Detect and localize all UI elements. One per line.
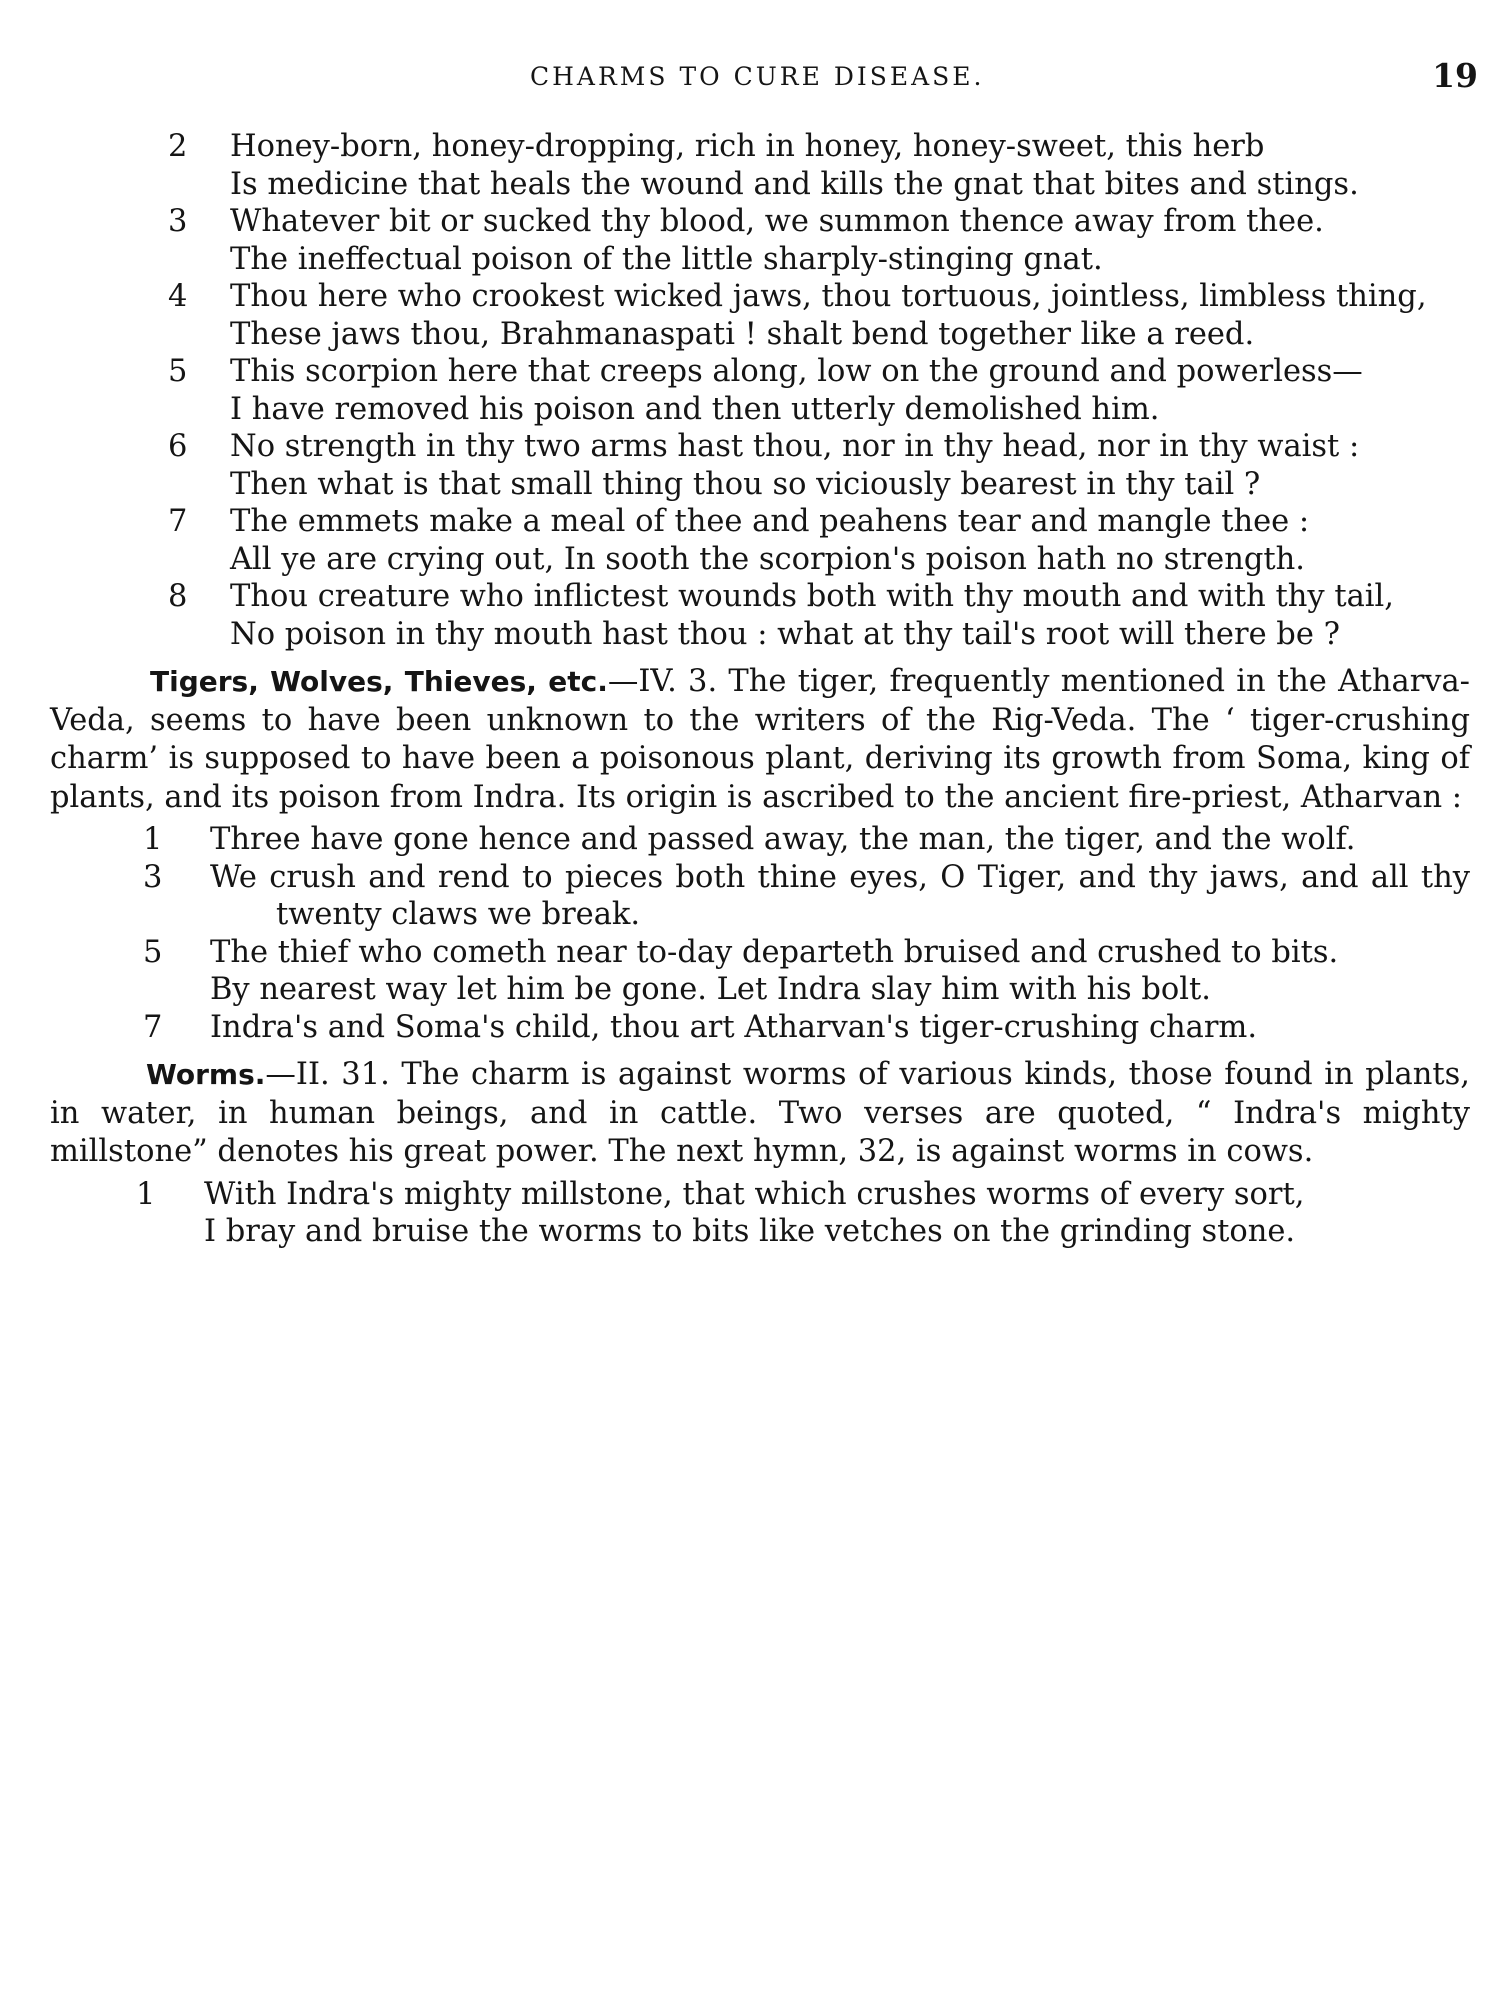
section-worms	[50, 1056, 1470, 1251]
worms-paragraph	[50, 1056, 1470, 1172]
verse	[50, 128, 1470, 203]
page-header	[0, 56, 1500, 96]
verse	[50, 821, 1470, 859]
worms-verses	[50, 1176, 1470, 1251]
verse	[50, 934, 1470, 1009]
verse-line: Thou here who crookest wicked jaws, thou tortuous, jointless, limbless thing,	[230, 279, 1427, 314]
verse-line: No strength in thy two arms hast thou, nor in thy head, nor in thy waist :	[230, 429, 1360, 464]
verse-line: We crush and rend to pieces both thine eyes, O Tiger, and thy jaws, and all thy twenty claws we break.	[210, 859, 1470, 932]
verse-number: 5	[168, 354, 188, 389]
verse-line: The ineffectual poison of the little sharply-stinging gnat.	[230, 241, 1103, 277]
verse-line: By nearest way let him be gone. Let Indra slay him with his bolt.	[210, 972, 1211, 1007]
verse-line: Then what is that small thing thou so viciously bearest in thy tail ?	[230, 466, 1261, 502]
verse-number: 2	[168, 129, 188, 164]
verse	[50, 503, 1470, 578]
tigers-heading: Tigers, Wolves, Thieves, etc.	[150, 665, 608, 698]
tigers-verses	[50, 821, 1470, 1046]
verse-line: The thief who cometh near to-day departeth bruised and crushed to bits.	[210, 934, 1339, 970]
verse-line: No poison in thy mouth hast thou : what at thy tail's root will there be ?	[230, 616, 1340, 652]
scorpion-verses	[50, 128, 1470, 653]
verse-number: 8	[168, 579, 188, 614]
worms-text: —II. 31. The charm is against worms of various kinds, those found in plants, in water, in human beings, and in cattle. Two verses are quoted, “ Indra's mighty millstone” denotes his great power. The next hymn, 32, is against worms in cows.	[50, 1057, 1470, 1169]
verse-line: Honey-born, honey-dropping, rich in honey, honey-sweet, this herb	[230, 129, 1265, 164]
verse-number: 7	[168, 504, 188, 539]
verse	[50, 203, 1470, 278]
page-body	[50, 128, 1470, 1251]
verse-number: 3	[168, 204, 188, 239]
verse-line: This scorpion here that creeps along, low on the ground and powerless—	[230, 354, 1363, 389]
verse-line: The emmets make a meal of thee and peahens tear and mangle thee :	[230, 504, 1310, 539]
verse-line: Whatever bit or sucked thy blood, we summon thence away from thee.	[230, 204, 1324, 239]
tigers-paragraph	[50, 663, 1470, 817]
verse-line: Indra's and Soma's child, thou art Atharvan's tiger-crushing charm.	[210, 1009, 1258, 1045]
verse	[50, 428, 1470, 503]
verse-number: 6	[168, 429, 188, 464]
verse-number: 1	[143, 822, 163, 857]
verse	[50, 353, 1470, 428]
verse-line: Is medicine that heals the wound and kills the gnat that bites and stings.	[230, 166, 1359, 202]
verse	[50, 278, 1470, 353]
verse-line: I have removed his poison and then utterly demolished him.	[230, 391, 1160, 427]
verse-line: Thou creature who inflictest wounds both with thy mouth and with thy tail,	[230, 579, 1394, 614]
verse-line: Three have gone hence and passed away, the man, the tiger, and the wolf.	[210, 822, 1356, 857]
running-title: CHARMS TO CURE DISEASE.	[530, 62, 985, 91]
verse-number: 4	[168, 279, 188, 314]
verse	[50, 578, 1470, 653]
verse	[50, 1009, 1470, 1047]
verse-number: 7	[143, 1009, 163, 1045]
section-tigers	[50, 663, 1470, 1046]
verse-line: With Indra's mighty millstone, that which crushes worms of every sort,	[204, 1176, 1305, 1212]
verse-line: These jaws thou, Brahmanaspati ! shalt bend together like a reed.	[230, 316, 1255, 352]
verse	[50, 859, 1470, 934]
verse	[50, 1176, 1470, 1251]
tigers-text: —IV. 3. The tiger, frequently mentioned in the Atharva-Veda, seems to have been unknown to the writers of the Rig-Veda. The ‘ tiger-crushing charm’ is supposed to have been a poisonous plant, deriving its growth from Soma, king of plants, and its poison from Indra. Its origin is ascribed to the ancient fire-priest, Atharvan :	[50, 664, 1470, 815]
page-number: 19	[1432, 56, 1478, 95]
verse-line: All ye are crying out, In sooth the scorpion's poison hath no strength.	[230, 541, 1305, 577]
verse-number: 3	[143, 859, 163, 895]
verse-number: 5	[143, 934, 163, 970]
verse-line: I bray and bruise the worms to bits like vetches on the grinding stone.	[204, 1214, 1296, 1249]
worms-heading: Worms.	[146, 1058, 266, 1091]
verse-number: 1	[136, 1176, 156, 1212]
